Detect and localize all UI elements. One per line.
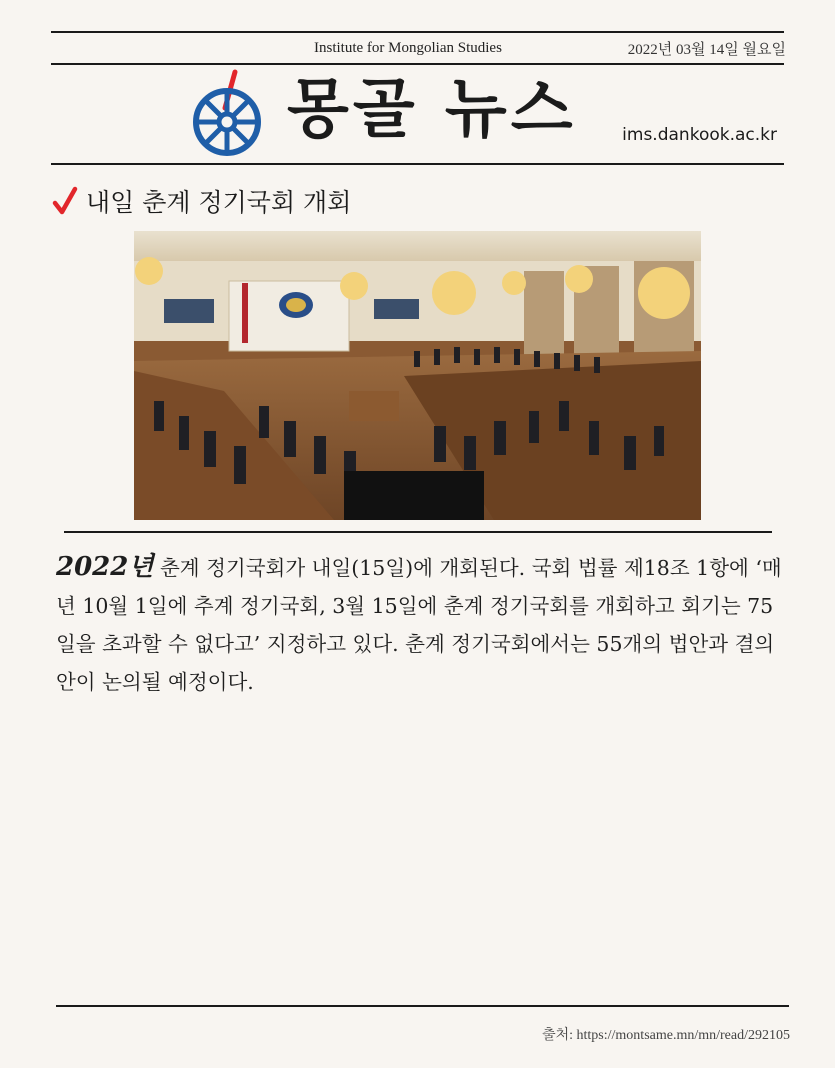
wheel-logo-icon [191,68,266,158]
parliament-chamber-photo [134,231,701,520]
header-rule [51,63,784,65]
check-icon [52,186,78,216]
site-url[interactable]: ims.dankook.ac.kr [622,125,777,145]
masthead-title: 몽골 뉴스 [287,73,577,147]
top-rule [51,31,784,33]
source-link[interactable]: 출처: https://montsame.mn/mn/read/292105 [542,1028,790,1043]
footer-rule [56,1005,789,1007]
article-lead: 2022년 [56,552,154,582]
headline-row [52,183,351,219]
photo-rule [64,531,772,533]
article-text: 춘계 정기국회가 내일(15일)에 개회된다. 국회 법률 제18조 1항에 ‘매년 10월 1일에 추계 정기국회, 3월 15일에 춘계 정기국회를 개회하고 회기는 75일을 초과할 수 없다고’ 지정하고 있다. 춘계 정기국회에서는 55개의 법안과 결의안이 논의될 예정이다. [56,556,782,694]
institute-name: Institute for Mongolian Studies [314,40,502,56]
article-headline: 내일 춘계 정기국회 개회 [86,188,352,217]
article-body [56,548,786,701]
masthead-rule [51,163,784,165]
issue-date: 2022년 03월 14일 월요일 [627,42,786,58]
